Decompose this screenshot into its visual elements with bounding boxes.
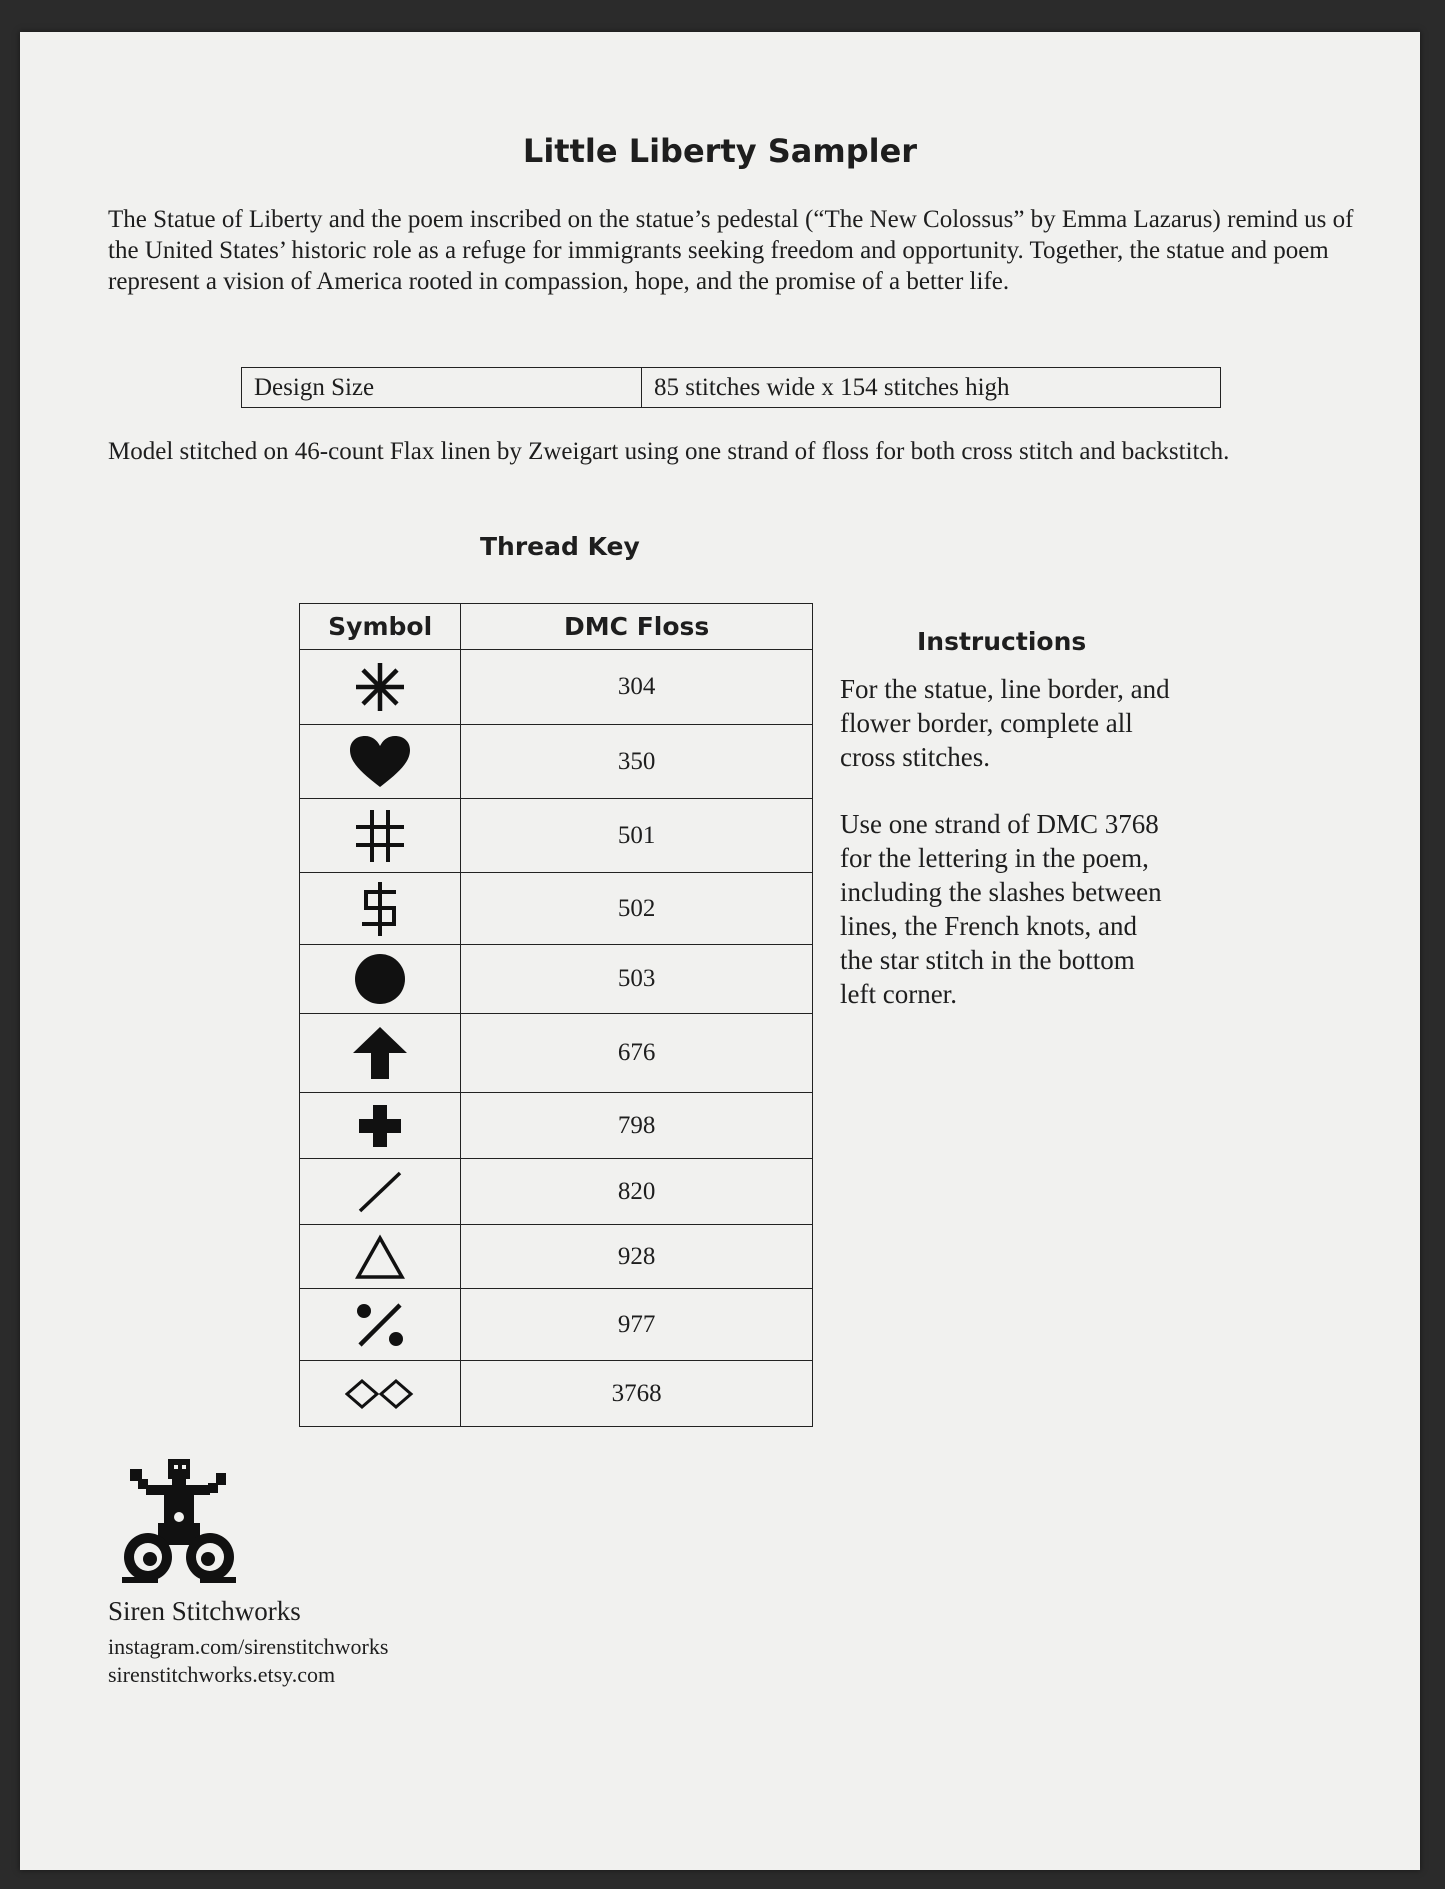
- instructions-paragraph: Use one strand of DMC 3768 for the lettering in the poem, including the slashes between lines, the French knots, and the star stitch in the bottom left corner.: [840, 809, 1162, 1009]
- table-row: [300, 799, 813, 873]
- up-arrow-icon: [300, 1014, 461, 1093]
- asterisk-icon: [300, 650, 461, 725]
- table-row: [300, 1289, 813, 1361]
- table-row: [300, 650, 813, 725]
- floss-cell: 798: [461, 1093, 813, 1159]
- page-title: Little Liberty Sampler: [522, 132, 918, 170]
- floss-cell: 350: [461, 725, 813, 799]
- floss-header: DMC Floss: [461, 604, 813, 650]
- thread-key-table: [299, 603, 813, 1427]
- table-row: [300, 1093, 813, 1159]
- model-note: Model stitched on 46-count Flax linen by Zweigart using one strand of floss for both cross stitch and backstitch.: [108, 438, 1230, 465]
- floss-cell: 304: [461, 650, 813, 725]
- floss-cell: 3768: [461, 1361, 813, 1427]
- floss-cell: 820: [461, 1159, 813, 1225]
- design-size-value: 85 stitches wide x 154 stitches high: [654, 373, 1010, 401]
- table-row: [300, 873, 813, 945]
- percent-icon: [300, 1289, 461, 1361]
- floss-cell: 676: [461, 1014, 813, 1093]
- filled-circle-icon: [300, 945, 461, 1014]
- etsy-link[interactable]: sirenstitchworks.etsy.com: [108, 1662, 336, 1687]
- heart-icon: [300, 725, 461, 799]
- instructions-paragraph: For the statue, line border, and flower border, complete all cross stitches.: [840, 674, 1170, 772]
- thread-key-header-row: [300, 604, 813, 650]
- table-row: [300, 1361, 813, 1427]
- table-row: [300, 1014, 813, 1093]
- thread-key-title: Thread Key: [480, 532, 640, 561]
- plus-icon: [300, 1093, 461, 1159]
- instructions-body: [840, 672, 1170, 1044]
- floss-cell: 928: [461, 1225, 813, 1289]
- symbol-header: Symbol: [300, 604, 461, 650]
- table-row: [300, 1225, 813, 1289]
- instagram-link[interactable]: instagram.com/sirenstitchworks: [108, 1634, 389, 1659]
- instructions-title: Instructions: [917, 627, 1087, 656]
- double-diamond-icon: [300, 1361, 461, 1427]
- design-size-table: [241, 367, 1221, 408]
- slash-icon: [300, 1159, 461, 1225]
- table-row: [300, 945, 813, 1014]
- pattern-sheet: [20, 32, 1420, 1870]
- floss-cell: 503: [461, 945, 813, 1014]
- table-row: [300, 725, 813, 799]
- triangle-icon: [300, 1225, 461, 1289]
- floss-cell: 502: [461, 873, 813, 945]
- intro-paragraph: The Statue of Liberty and the poem inscribed on the statue’s pedestal (“The New Colossus” by Emma Lazarus) remind us of the United States’ historic role as a refuge for immigrants seeking freedom and opportunity. Together, the statue and poem represent a vision of America rooted in compassion, hope, and the promise of a better life.: [108, 206, 1354, 295]
- brand-name: Siren Stitchworks: [108, 1596, 301, 1626]
- floss-cell: 501: [461, 799, 813, 873]
- siren-logo-icon: [118, 1457, 240, 1590]
- design-size-label: Design Size: [242, 368, 642, 407]
- hash-icon: [300, 799, 461, 873]
- dollar-icon: [300, 873, 461, 945]
- floss-cell: 977: [461, 1289, 813, 1361]
- table-row: [300, 1159, 813, 1225]
